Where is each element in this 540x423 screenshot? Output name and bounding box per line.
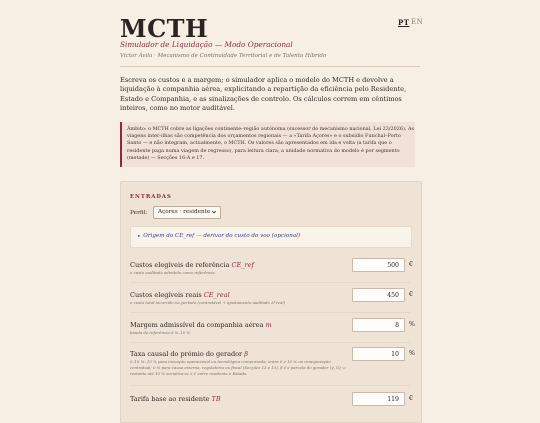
margin-symbol: m	[265, 321, 272, 329]
ce-real-label	[130, 291, 230, 299]
inputs-panel	[120, 181, 422, 423]
margin-input[interactable]: 8	[352, 318, 405, 332]
profile-label: Perfil:	[130, 210, 148, 216]
origin-disclosure[interactable]	[130, 226, 412, 248]
lang-en-link[interactable]: EN	[411, 18, 424, 26]
origin-toggle-label: Origem do CE_ref — derivar do custo do voo (opcional)	[143, 233, 301, 239]
margin-label-text: Margem admissível da companhia aérea	[130, 321, 264, 329]
ce-ref-help: o custo auditado admitido como referência	[130, 270, 215, 275]
beta-symbol: β	[244, 350, 249, 358]
legal-note: Âmbito: o MCTH cobre as ligações continente–região autónoma (sucessor do mecanismo nacional, Lei 23/2026). As viagens inter-ilhas são competência dos orçamentos regionais — a «Tarifa Açores» e o subsídio Funchal–Porto Santo — e não integram, actualmente, o MCTH. Os valores são apresentados em ida e volta (a tarifa que o residente paga numa viagem de regresso), para leitura clara; a unidade normativa do modelo é por segmento (metade) — Secções 16-A e 17.	[120, 122, 415, 167]
beta-label	[130, 350, 248, 358]
margin-label	[130, 321, 272, 329]
ce-real-symbol: CE_real	[203, 291, 230, 299]
beta-label-text: Taxa causal do prémio do gerador	[130, 350, 243, 358]
separator	[130, 282, 410, 283]
ce-ref-unit: €	[409, 261, 413, 268]
beta-help: 0–10 %: 10 % para inovação operacional ou tecnológica comprovada; entre 0 e 10 % na renegociação contratual; 0 % para causa externa, regulatória ou fiscal (Secções 13 e 15). β é a parcela do gerador (γ, G); o restante até 10 % socializa-se 2:1 entre residente e Estado.	[130, 359, 346, 376]
tb-label	[130, 395, 221, 403]
tagline: Victor Ávila · Mecanismo de Continuidade Territorial e de Talento Híbrido	[120, 53, 327, 59]
subtitle: Simulador de Liquidação — Modo Operacional	[120, 40, 293, 49]
ce-ref-input[interactable]: 500	[352, 258, 405, 272]
profile-select[interactable]	[153, 206, 221, 219]
separator	[130, 342, 410, 343]
margin-help: banda de referência 6 %–10 %	[130, 330, 191, 335]
separator	[130, 312, 410, 313]
chevron-down-icon	[211, 209, 217, 215]
beta-input[interactable]: 10	[352, 347, 405, 361]
separator	[130, 385, 410, 386]
intro-paragraph: Escreva os custos e a margem; o simulador aplica o modelo do MCTH e devolve a liquidação à companhia aérea, explicitando a repartição da eficiência pelo Residente, Estado e Companhia, e as sinalizações de controlo. Os cálculos correm em cêntimos inteiros, como no motor auditável.	[120, 76, 407, 113]
margin-unit: %	[409, 321, 415, 328]
triangle-right-icon: ▸	[138, 234, 141, 239]
profile-select-value: Açores · residente	[158, 209, 211, 215]
tb-label-text: Tarifa base ao residente	[130, 395, 210, 403]
tb-symbol: TB	[211, 395, 221, 403]
inputs-section-title: ENTRADAS	[130, 194, 172, 200]
brand-title: MCTH	[120, 14, 209, 43]
header-divider	[120, 66, 420, 67]
beta-unit: %	[409, 350, 415, 357]
ce-ref-symbol: CE_ref	[231, 261, 254, 269]
tb-unit: €	[409, 395, 413, 402]
ce-real-unit: €	[409, 291, 413, 298]
ce-real-label-text: Custos elegíveis reais	[130, 291, 202, 299]
ce-ref-label-text: Custos elegíveis de referência	[130, 261, 230, 269]
tb-input[interactable]: 119	[352, 392, 405, 406]
ce-ref-label	[130, 261, 254, 269]
ce-real-input[interactable]: 450	[352, 288, 405, 302]
lang-pt-link[interactable]: PT	[398, 18, 410, 27]
ce-real-help: o custo total incorrido no período (contratável + ajustamento auditado Δ*real)	[130, 300, 286, 305]
